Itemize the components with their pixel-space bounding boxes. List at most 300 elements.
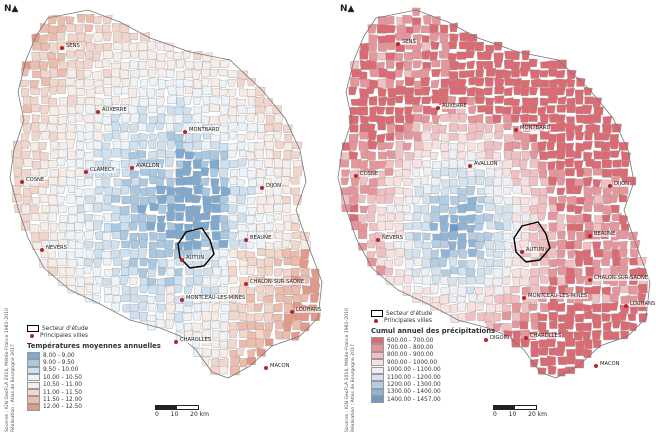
- commune-cell: [257, 348, 266, 357]
- commune-cell: [139, 213, 147, 222]
- commune-cell: [230, 366, 240, 375]
- legend-swatch: [27, 359, 40, 366]
- commune-cell: [386, 25, 396, 33]
- commune-cell: [246, 242, 254, 249]
- commune-cell: [421, 26, 430, 33]
- commune-cell: [284, 296, 293, 304]
- legend-class-label: 8.00 - 9.00: [43, 352, 75, 359]
- commune-cell: [567, 79, 575, 88]
- commune-cell: [57, 158, 66, 166]
- commune-cell: [67, 124, 76, 132]
- legend-zone-entry: [27, 325, 161, 332]
- commune-cell: [293, 294, 301, 302]
- commune-cell: [130, 240, 140, 249]
- legend-class-label: 10.50 - 11.00: [43, 382, 82, 389]
- commune-cell: [396, 248, 405, 256]
- commune-cell: [23, 158, 32, 166]
- commune-cell: [111, 114, 120, 121]
- city-label: NEVERS: [46, 245, 67, 251]
- commune-cell: [369, 106, 377, 115]
- commune-cell: [584, 340, 592, 349]
- commune-cell: [148, 285, 158, 294]
- commune-cell: [95, 187, 104, 194]
- commune-cell: [157, 141, 166, 149]
- commune-cell: [147, 41, 156, 50]
- commune-cell: [475, 131, 483, 139]
- commune-cell: [255, 303, 263, 311]
- commune-cell: [440, 295, 449, 304]
- commune-cell: [413, 212, 422, 220]
- commune-cell: [450, 86, 460, 94]
- city-label: MONTCEAU-LES-MINES: [186, 295, 246, 301]
- commune-cell: [476, 176, 484, 185]
- commune-cell: [558, 357, 568, 365]
- commune-cell: [576, 232, 585, 240]
- commune-cell: [423, 248, 432, 257]
- commune-cell: [620, 286, 629, 293]
- commune-cell: [341, 178, 349, 185]
- north-arrow-icon: N▲: [340, 4, 355, 14]
- commune-cell: [511, 115, 520, 123]
- commune-cell: [282, 186, 290, 194]
- commune-cell: [257, 259, 266, 268]
- commune-cell: [556, 160, 565, 169]
- commune-cell: [192, 240, 201, 249]
- commune-cell: [220, 276, 229, 285]
- commune-cell: [291, 268, 299, 277]
- commune-cell: [130, 60, 138, 68]
- commune-cell: [477, 294, 485, 302]
- commune-cell: [167, 60, 176, 69]
- commune-cell: [566, 149, 574, 157]
- commune-cell: [257, 240, 266, 248]
- commune-cell: [210, 69, 218, 76]
- commune-cell: [466, 203, 476, 211]
- legend-class-label: 11.00 - 11.50: [43, 389, 82, 396]
- legend-class-label: 900.00 - 1000.00: [387, 359, 438, 366]
- commune-cell: [219, 215, 227, 222]
- commune-cell: [549, 320, 557, 328]
- commune-cell: [602, 214, 611, 222]
- commune-cell: [547, 339, 556, 347]
- commune-cell: [431, 249, 439, 258]
- commune-cell: [603, 205, 612, 213]
- city-label: AUTUN: [526, 247, 545, 253]
- commune-cell: [502, 267, 511, 276]
- city-dot: [180, 298, 184, 302]
- commune-cell: [574, 150, 582, 158]
- commune-cell: [403, 160, 412, 169]
- commune-cell: [264, 330, 272, 337]
- commune-cell: [193, 185, 202, 194]
- commune-cell: [457, 79, 467, 87]
- commune-cell: [431, 185, 440, 194]
- commune-cell: [176, 79, 184, 87]
- commune-cell: [147, 296, 155, 304]
- commune-cell: [219, 249, 229, 257]
- commune-cell: [166, 320, 175, 329]
- commune-cell: [139, 141, 147, 149]
- commune-cell: [386, 133, 394, 141]
- commune-cell: [450, 285, 459, 294]
- commune-cell: [493, 114, 502, 122]
- commune-cell: [449, 257, 457, 265]
- city-dot: [290, 310, 294, 314]
- commune-cell: [386, 160, 394, 168]
- commune-cell: [457, 52, 467, 60]
- commune-cell: [493, 186, 501, 195]
- commune-cell: [556, 133, 565, 143]
- commune-cell: [247, 89, 256, 97]
- commune-cell: [201, 178, 210, 186]
- commune-cell: [449, 123, 458, 131]
- commune-cell: [149, 232, 157, 240]
- commune-cell: [430, 223, 438, 231]
- commune-cell: [282, 331, 290, 339]
- commune-cell: [201, 240, 210, 247]
- commune-cell: [404, 52, 414, 60]
- commune-cell: [619, 230, 629, 239]
- commune-cell: [228, 144, 238, 151]
- commune-cell: [59, 216, 68, 223]
- commune-cell: [166, 186, 175, 196]
- commune-cell: [404, 131, 414, 139]
- commune-cell: [576, 276, 584, 284]
- commune-cell: [193, 79, 202, 88]
- commune-cell: [246, 339, 256, 348]
- commune-cell: [610, 302, 619, 311]
- city-dot: [436, 106, 440, 110]
- legend-class-row: [27, 382, 161, 389]
- commune-cell: [129, 88, 138, 97]
- commune-cell: [412, 222, 421, 229]
- commune-cell: [520, 68, 529, 77]
- commune-cell: [538, 347, 548, 355]
- commune-cell: [539, 195, 548, 204]
- commune-cell: [39, 169, 48, 176]
- city-label: LOUHANS: [296, 307, 322, 313]
- commune-cell: [158, 69, 167, 77]
- city-label: BEAUNE: [594, 231, 616, 237]
- commune-cell: [166, 304, 176, 312]
- commune-cell: [395, 70, 403, 78]
- commune-cell: [265, 249, 274, 257]
- commune-cell: [367, 151, 376, 160]
- commune-cell: [49, 59, 59, 68]
- commune-cell: [493, 141, 502, 150]
- commune-cell: [619, 249, 628, 257]
- commune-cell: [183, 114, 192, 122]
- commune-cell: [413, 51, 423, 59]
- commune-cell: [148, 269, 157, 277]
- commune-cell: [358, 223, 368, 230]
- commune-cell: [512, 141, 520, 149]
- commune-cell: [495, 123, 504, 132]
- commune-cell: [237, 205, 247, 213]
- commune-cell: [48, 213, 57, 222]
- commune-cell: [493, 251, 503, 257]
- commune-cell: [539, 170, 547, 178]
- commune-cell: [430, 196, 439, 204]
- commune-cell: [112, 303, 120, 311]
- commune-cell: [138, 268, 147, 277]
- commune-cell: [548, 87, 557, 96]
- commune-cell: [521, 105, 530, 113]
- commune-cell: [211, 358, 219, 366]
- commune-cell: [413, 24, 421, 33]
- commune-cell: [450, 113, 459, 122]
- scale-tick-0: 0: [493, 411, 497, 418]
- commune-cell: [165, 116, 174, 124]
- commune-cell: [166, 212, 175, 221]
- commune-cell: [219, 257, 228, 266]
- commune-cell: [248, 123, 258, 132]
- commune-cell: [220, 231, 229, 239]
- commune-cell: [84, 59, 93, 68]
- commune-cell: [431, 132, 439, 139]
- commune-cell: [284, 286, 293, 295]
- commune-cell: [467, 143, 475, 151]
- commune-cell: [504, 77, 513, 85]
- commune-cell: [85, 104, 95, 113]
- commune-cell: [395, 132, 403, 140]
- commune-cell: [84, 294, 92, 302]
- commune-cell: [404, 223, 413, 229]
- commune-cell: [193, 312, 202, 320]
- commune-cell: [104, 187, 112, 195]
- commune-cell: [174, 124, 183, 132]
- commune-cell: [565, 158, 574, 167]
- commune-cell: [30, 186, 40, 194]
- commune-cell: [367, 194, 376, 203]
- source-line-2: Réalisation : Atlas de Bourgogne 2017: [350, 344, 356, 432]
- commune-cell: [310, 293, 319, 302]
- commune-cell: [431, 41, 440, 50]
- commune-cell: [574, 303, 583, 311]
- commune-cell: [369, 34, 378, 43]
- commune-cell: [255, 150, 264, 159]
- commune-cell: [520, 268, 529, 276]
- commune-cell: [158, 259, 167, 267]
- commune-cell: [149, 116, 158, 123]
- commune-cell: [403, 123, 413, 132]
- commune-cell: [57, 196, 65, 204]
- commune-cell: [422, 35, 430, 42]
- commune-cell: [378, 53, 386, 60]
- commune-cell: [49, 79, 59, 88]
- commune-cell: [275, 321, 283, 330]
- commune-cell: [385, 194, 394, 204]
- commune-cell: [421, 177, 429, 185]
- commune-cell: [220, 59, 229, 67]
- commune-cell: [211, 195, 220, 203]
- commune-cell: [121, 160, 130, 168]
- commune-cell: [75, 232, 84, 240]
- commune-cell: [49, 132, 58, 140]
- city-label: DIJON: [266, 183, 282, 189]
- commune-cell: [592, 161, 601, 169]
- commune-cell: [548, 161, 556, 170]
- commune-cell: [412, 196, 421, 203]
- legend-class-row: [27, 374, 161, 381]
- commune-cell: [113, 232, 122, 239]
- commune-cell: [368, 131, 377, 141]
- scale-tick-10: 10: [508, 411, 517, 418]
- commune-cell: [495, 87, 505, 94]
- commune-cell: [129, 43, 137, 53]
- commune-cell: [201, 303, 210, 312]
- commune-cell: [248, 257, 257, 265]
- commune-cell: [475, 96, 485, 104]
- commune-cell: [449, 60, 458, 70]
- commune-cell: [212, 349, 221, 358]
- commune-cell: [592, 304, 601, 312]
- commune-cell: [282, 176, 291, 185]
- commune-cell: [120, 63, 130, 71]
- commune-cell: [449, 296, 457, 303]
- commune-cell: [575, 340, 584, 348]
- commune-cell: [385, 221, 393, 229]
- commune-cell: [50, 169, 59, 177]
- city-label: COSNE: [26, 177, 45, 183]
- commune-cell: [557, 223, 566, 231]
- commune-cell: [138, 249, 147, 259]
- commune-cell: [530, 159, 539, 167]
- commune-cell: [131, 97, 139, 107]
- scale-tick-0: 0: [155, 411, 159, 418]
- commune-cell: [548, 177, 557, 186]
- commune-cell: [458, 168, 467, 178]
- commune-cell: [220, 196, 228, 205]
- north-label: N: [340, 4, 348, 14]
- commune-cell: [394, 53, 403, 61]
- commune-cell: [201, 69, 210, 77]
- commune-cell: [175, 114, 184, 123]
- commune-cell: [122, 304, 130, 312]
- commune-cell: [466, 277, 476, 284]
- commune-cell: [502, 168, 511, 176]
- commune-cell: [32, 71, 41, 78]
- commune-cell: [611, 205, 619, 213]
- commune-cell: [376, 106, 385, 114]
- commune-cell: [77, 97, 85, 105]
- commune-cell: [369, 80, 378, 89]
- commune-cell: [413, 105, 423, 113]
- commune-cell: [255, 160, 264, 168]
- commune-cell: [368, 187, 378, 194]
- commune-cell: [84, 259, 93, 266]
- commune-cell: [247, 302, 255, 311]
- commune-cell: [157, 150, 166, 157]
- commune-cell: [422, 296, 431, 304]
- commune-cell: [138, 150, 146, 158]
- commune-cell: [58, 176, 67, 185]
- city-label: BEAUNE: [250, 235, 272, 241]
- commune-cell: [75, 113, 83, 121]
- commune-cell: [376, 134, 385, 143]
- commune-cell: [396, 86, 406, 95]
- commune-cell: [282, 204, 290, 213]
- commune-cell: [413, 61, 422, 68]
- commune-cell: [239, 89, 248, 97]
- commune-cell: [431, 80, 439, 88]
- commune-cell: [175, 177, 184, 185]
- commune-cell: [48, 26, 58, 34]
- commune-cell: [413, 233, 422, 240]
- commune-cell: [466, 41, 476, 50]
- commune-cell: [621, 223, 630, 232]
- legend-swatch: [371, 337, 384, 344]
- commune-cell: [21, 116, 30, 124]
- commune-cell: [583, 304, 593, 311]
- commune-cell: [185, 86, 194, 93]
- legend-cities-entry: [27, 332, 161, 339]
- commune-cell: [291, 257, 301, 266]
- commune-cell: [274, 131, 282, 139]
- city-dot-icon: [30, 334, 34, 338]
- legend-class-row: [27, 396, 161, 403]
- commune-cell: [530, 284, 540, 293]
- commune-cell: [413, 276, 423, 283]
- commune-cell: [430, 24, 439, 33]
- commune-cell: [431, 267, 441, 275]
- commune-cell: [147, 50, 157, 59]
- commune-cell: [422, 50, 430, 59]
- commune-cell: [229, 330, 238, 338]
- commune-cell: [511, 99, 520, 106]
- city-dot: [180, 258, 184, 262]
- commune-cell: [522, 214, 530, 222]
- commune-cell: [602, 160, 612, 168]
- commune-cell: [430, 212, 440, 222]
- commune-cell: [120, 294, 130, 302]
- commune-cell: [175, 223, 183, 232]
- commune-cell: [575, 95, 583, 104]
- commune-cell: [148, 69, 156, 77]
- commune-cell: [619, 312, 627, 321]
- commune-cell: [440, 232, 450, 240]
- commune-cell: [41, 205, 49, 213]
- commune-cell: [184, 70, 193, 78]
- commune-cell: [157, 216, 165, 223]
- commune-cell: [219, 286, 228, 293]
- commune-cell: [282, 168, 290, 177]
- commune-cell: [557, 143, 566, 152]
- commune-cell: [84, 277, 94, 284]
- commune-cell: [201, 106, 209, 113]
- commune-cell: [149, 242, 157, 249]
- commune-cell: [31, 88, 40, 95]
- commune-cell: [385, 268, 394, 275]
- commune-cell: [430, 152, 438, 159]
- commune-cell: [50, 142, 59, 149]
- commune-cell: [129, 222, 137, 230]
- commune-cell: [531, 79, 540, 88]
- commune-cell: [138, 42, 148, 50]
- commune-cell: [603, 241, 612, 250]
- commune-cell: [475, 114, 484, 123]
- commune-cell: [86, 249, 94, 258]
- commune-cell: [567, 230, 575, 239]
- commune-cell: [556, 214, 565, 222]
- commune-cell: [602, 124, 611, 133]
- commune-cell: [467, 214, 476, 223]
- commune-cell: [275, 224, 285, 231]
- commune-cell: [602, 169, 612, 177]
- commune-cell: [275, 287, 284, 295]
- legend-class-label: 10.00 - 10.50: [43, 374, 82, 381]
- city-dot: [608, 184, 612, 188]
